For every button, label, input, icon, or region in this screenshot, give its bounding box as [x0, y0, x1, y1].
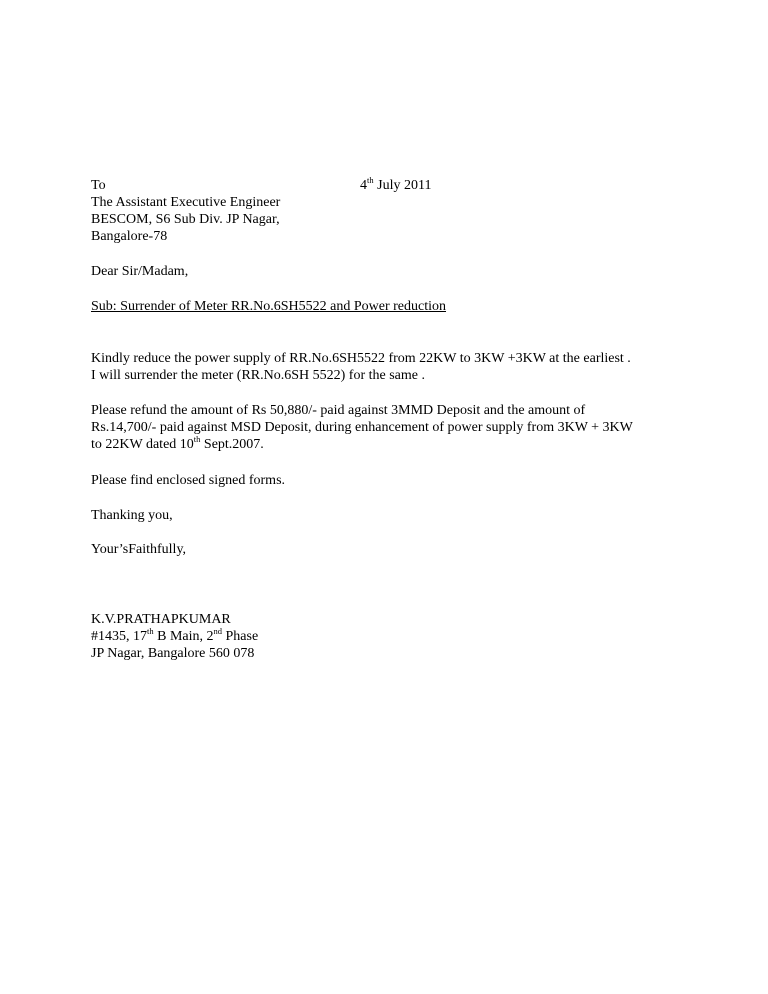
recipient-title: The Assistant Executive Engineer: [91, 195, 281, 210]
para2-line3-start: to 22KW dated 10: [91, 437, 194, 452]
date-month-year: July 2011: [373, 178, 432, 193]
sender-address-line2: JP Nagar, Bangalore 560 078: [91, 646, 255, 661]
sender-addr1-b: B Main, 2: [153, 629, 214, 644]
sender-addr1-sup2: nd: [213, 626, 223, 636]
thanks-line: Thanking you,: [91, 508, 173, 523]
sender-addr1-sup1: th: [147, 626, 154, 636]
closing-line: Your’sFaithfully,: [91, 542, 187, 557]
recipient-office: BESCOM, S6 Sub Div. JP Nagar,: [91, 212, 280, 227]
recipient-city: Bangalore-78: [91, 229, 168, 244]
letter-date: [360, 177, 431, 195]
para2-line1: Please refund the amount of Rs 50,880/- paid against 3MMD Deposit and the amount of: [91, 403, 586, 418]
subject-line: Sub: Surrender of Meter RR.No.6SH5522 and Power reduction: [91, 299, 447, 314]
to-label: To: [91, 178, 106, 193]
sender-address-line1: [91, 628, 258, 646]
para2-line3-suffix: th: [193, 434, 201, 444]
para1-line1: Kindly reduce the power supply of RR.No.6SH5522 from 22KW to 3KW +3KW at the earliest .: [91, 351, 631, 366]
date-day-suffix: th: [367, 175, 374, 185]
para1-line2: I will surrender the meter (RR.No.6SH 5522) for the same .: [91, 368, 425, 383]
para2-line2: Rs.14,700/- paid against MSD Deposit, during enhancement of power supply from 3KW + 3KW: [91, 420, 633, 435]
date-day: 4: [360, 178, 367, 193]
para2-line3-end: Sept.2007.: [200, 437, 264, 452]
para3: Please find enclosed signed forms.: [91, 473, 286, 488]
sender-addr1-a: #1435, 17: [91, 629, 147, 644]
para2-line3: [91, 436, 264, 454]
sender-name: K.V.PRATHAPKUMAR: [91, 612, 231, 627]
sender-addr1-c: Phase: [222, 629, 259, 644]
greeting: Dear Sir/Madam,: [91, 264, 189, 279]
